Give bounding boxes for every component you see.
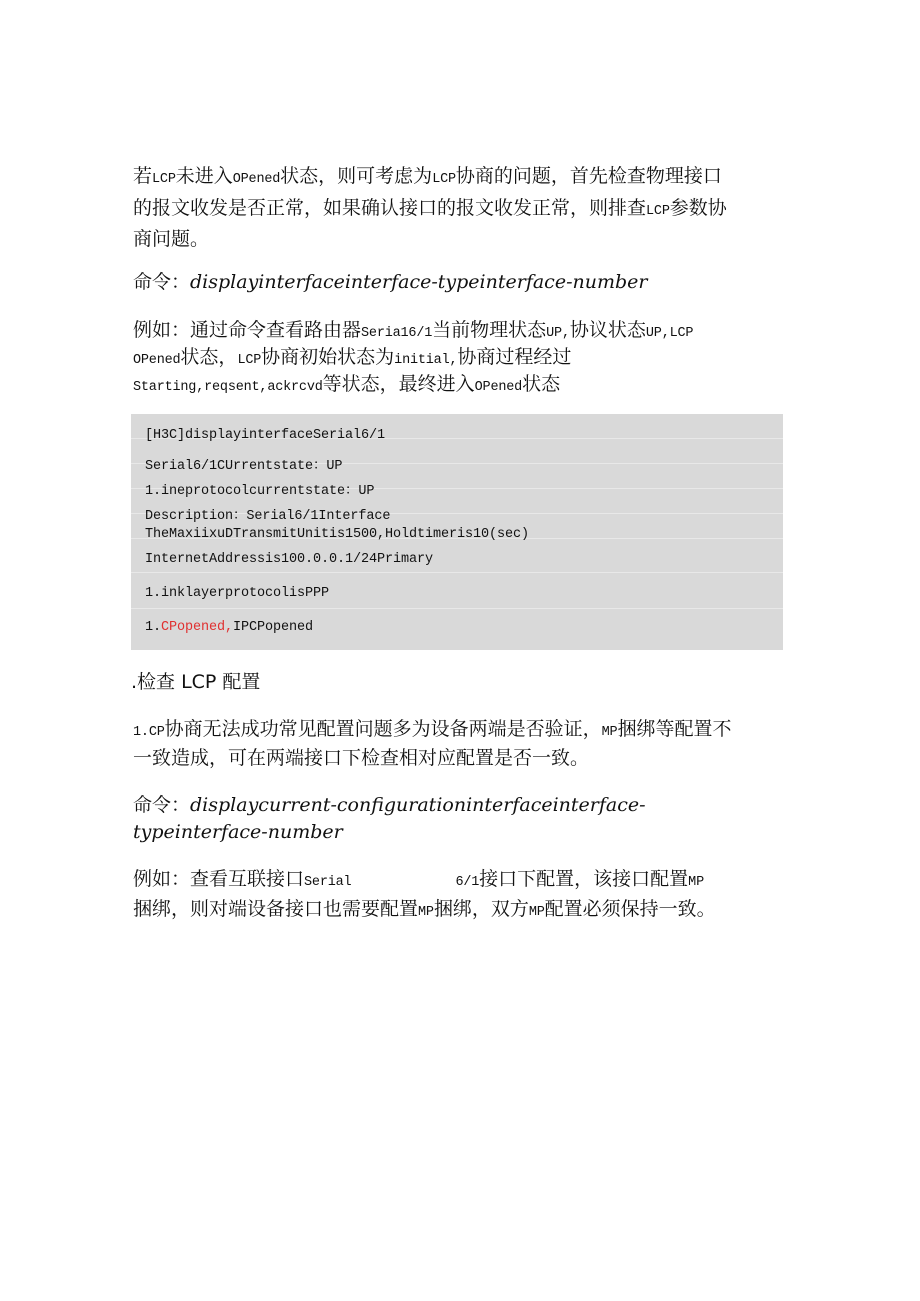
para1-line2: 的报文收发是否正常，如果确认接口的报文收发正常，则排查LCP参数协 [133, 197, 727, 219]
code-line: 1.inklayerprotocolisPPP [145, 586, 330, 601]
command-text: typeinterface-number [133, 821, 343, 843]
code-line: 1.ineprotocolcurrentstate：UP [145, 484, 375, 499]
example1-line3: Starting,reqsent,ackrcvd等状态，最终进入OPened状态 [133, 373, 561, 395]
command-2-line2 [133, 816, 343, 848]
example2-line2: 捆绑，则对端设备接口也需要配置MP捆绑，双方MP配置必须保持一致。 [133, 898, 716, 920]
code-line: TheMaxiixuDTransmitUnitis1500,Holdtimeris10(sec) [145, 527, 530, 542]
example2-line1: 例如：查看互联接口Serial 6/1接口下配置，该接口配置MP [133, 868, 704, 890]
divider [131, 608, 783, 609]
code-line: [H3C]displayinterfaceSerial6/1 [145, 428, 386, 443]
command-label: 命令： [133, 794, 191, 816]
para2-line1: 1.CP协商无法成功常见配置问题多为设备两端是否验证，MP捆绑等配置不 [133, 718, 732, 740]
code-line-last: 1.CPopened,IPCPopened [145, 620, 314, 635]
highlighted-status: CPopened, [161, 620, 234, 635]
section-heading: .检查 LCP 配置 [131, 671, 261, 693]
command-text: displayinterfaceinterface-typeinterface-number [190, 271, 648, 293]
para1-line3: 商问题。 [133, 228, 210, 250]
para1-line1: 若LCP未进入OPened状态，则可考虑为LCP协商的问题，首先检查物理接口 [133, 165, 722, 187]
command-label: 命令： [133, 271, 191, 293]
para2-line2: 一致造成，可在两端接口下检查相对应配置是否一致。 [133, 747, 590, 769]
command-text: displaycurrent-configurationinterfaceinterface- [190, 794, 646, 816]
command-1 [133, 266, 647, 298]
code-output-box [131, 414, 783, 650]
example1-line1: 例如：通过命令查看路由器Seria16/1当前物理状态UP,协议状态UP,LCP [133, 319, 694, 341]
divider [131, 572, 783, 573]
code-line: InternetAddressis100.0.0.1/24Primary [145, 552, 434, 567]
example1-line2: OPened状态，LCP协商初始状态为initial,协商过程经过 [133, 346, 572, 368]
code-line: Description：Serial6/1Interface [145, 509, 391, 524]
code-line: Serial6/1CUrrentstate：UP [145, 459, 343, 474]
